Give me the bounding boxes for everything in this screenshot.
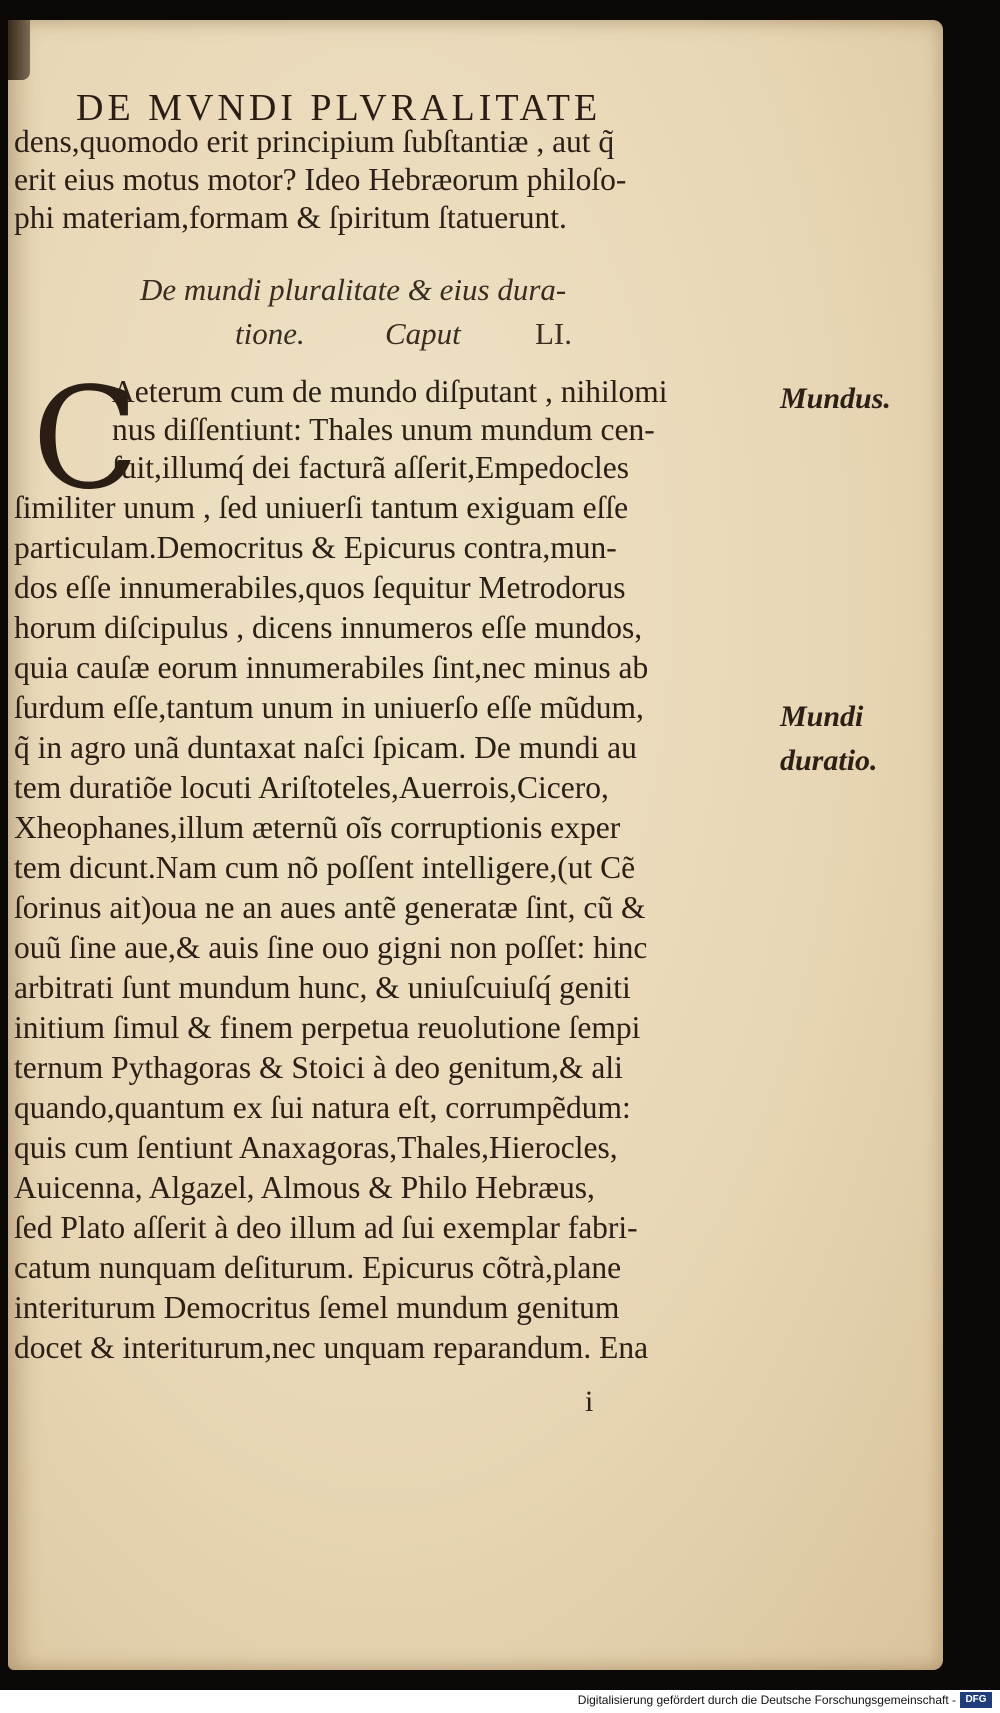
body-line: initium ſimul & finem perpetua reuolutione ſempi bbox=[14, 1010, 641, 1045]
running-head: DE MVNDI PLVRALITATE bbox=[76, 87, 602, 129]
chapter-title-caput: Caput bbox=[385, 316, 461, 351]
margin-note-mundus: Mundus. bbox=[780, 382, 891, 415]
body-line: ternum Pythagoras & Stoici à deo genitum,& ali bbox=[14, 1050, 623, 1085]
body-line: tem duratiõe locuti Ariſtoteles,Auerrois,Cicero, bbox=[14, 770, 609, 805]
chapter-title-word: tione. bbox=[235, 316, 305, 351]
body-line: Auicenna, Algazel, Almous & Philo Hebræus, bbox=[14, 1170, 595, 1205]
body-line: ſed Plato aſſerit à deo illum ad ſui exemplar fabri- bbox=[14, 1210, 638, 1245]
body-line: ouũ ſine aue,& auis ſine ouo gigni non poſſet: hinc bbox=[14, 930, 648, 965]
body-line: interiturum Democritus ſemel mundum genitum bbox=[14, 1290, 620, 1325]
binding-gutter bbox=[8, 20, 30, 80]
body-line: quia cauſæ eorum innumerabiles ſint,nec minus ab bbox=[14, 650, 649, 685]
body-line: dos eſſe innumerabiles,quos ſequitur Metrodorus bbox=[14, 570, 626, 605]
body-line: Xheophanes,illum æternũ oĩs corruptionis exper bbox=[14, 810, 621, 845]
intro-line-1: dens,quomodo erit principium ſubſtantiæ , aut q̃ bbox=[14, 124, 615, 159]
signature-mark: i bbox=[585, 1385, 594, 1418]
margin-note-mundi: Mundi bbox=[780, 700, 864, 733]
intro-line-2: erit eius motus motor? Ideo Hebræorum philoſo- bbox=[14, 162, 627, 197]
body-line: horum diſcipulus , dicens innumeros eſſe mundos, bbox=[14, 610, 643, 645]
body-line: ſorinus ait)oua ne an aues antẽ generatæ ſint, cũ & bbox=[14, 890, 646, 925]
drop-cap: C bbox=[32, 358, 140, 521]
body-line: tem dicunt.Nam cum nõ poſſent intelligere,(ut Cẽ bbox=[14, 850, 636, 885]
body-line: particulam.Democritus & Epicurus contra,mun- bbox=[14, 530, 617, 565]
chapter-number: LI. bbox=[535, 316, 573, 351]
body-line: Aeterum cum de mundo diſputant , nihilomi bbox=[112, 374, 668, 409]
body-line: catum nunquam deſiturum. Epicurus cõtrà,plane bbox=[14, 1250, 622, 1285]
body-line: nus diſſentiunt: Thales unum mundum cen- bbox=[112, 412, 655, 447]
body-line: arbitrati ſunt mundum hunc, & uniuſcuiuſq́ geniti bbox=[14, 970, 631, 1005]
margin-note-duratio: duratio. bbox=[780, 744, 878, 777]
body-line: q̃ in agro unã duntaxat naſci ſpicam. De mundi au bbox=[14, 730, 637, 765]
dfg-logo-icon: DFG bbox=[960, 1692, 992, 1708]
body-line: docet & interiturum,nec unquam reparandum. Ena bbox=[14, 1330, 649, 1365]
body-line: ſuit,illumq́ dei facturã aſſerit,Empedocles bbox=[112, 450, 629, 485]
body-line: ſurdum eſſe,tantum unum in uniuerſo eſſe mũdum, bbox=[14, 690, 644, 725]
body-line: ſimiliter unum , ſed uniuerſi tantum exiguam eſſe bbox=[14, 490, 629, 525]
footer-credit: Digitalisierung gefördert durch die Deutsche Forschungsgemeinschaft - bbox=[577, 1693, 956, 1707]
intro-line-3: phi materiam,formam & ſpiritum ſtatuerunt. bbox=[14, 200, 567, 235]
body-line: quis cum ſentiunt Anaxagoras,Thales,Hierocles, bbox=[14, 1130, 618, 1165]
body-line: quando,quantum ex ſui natura eſt, corrumpẽdum: bbox=[14, 1090, 631, 1125]
chapter-title-line-1: De mundi pluralitate & eius dura- bbox=[140, 272, 567, 307]
